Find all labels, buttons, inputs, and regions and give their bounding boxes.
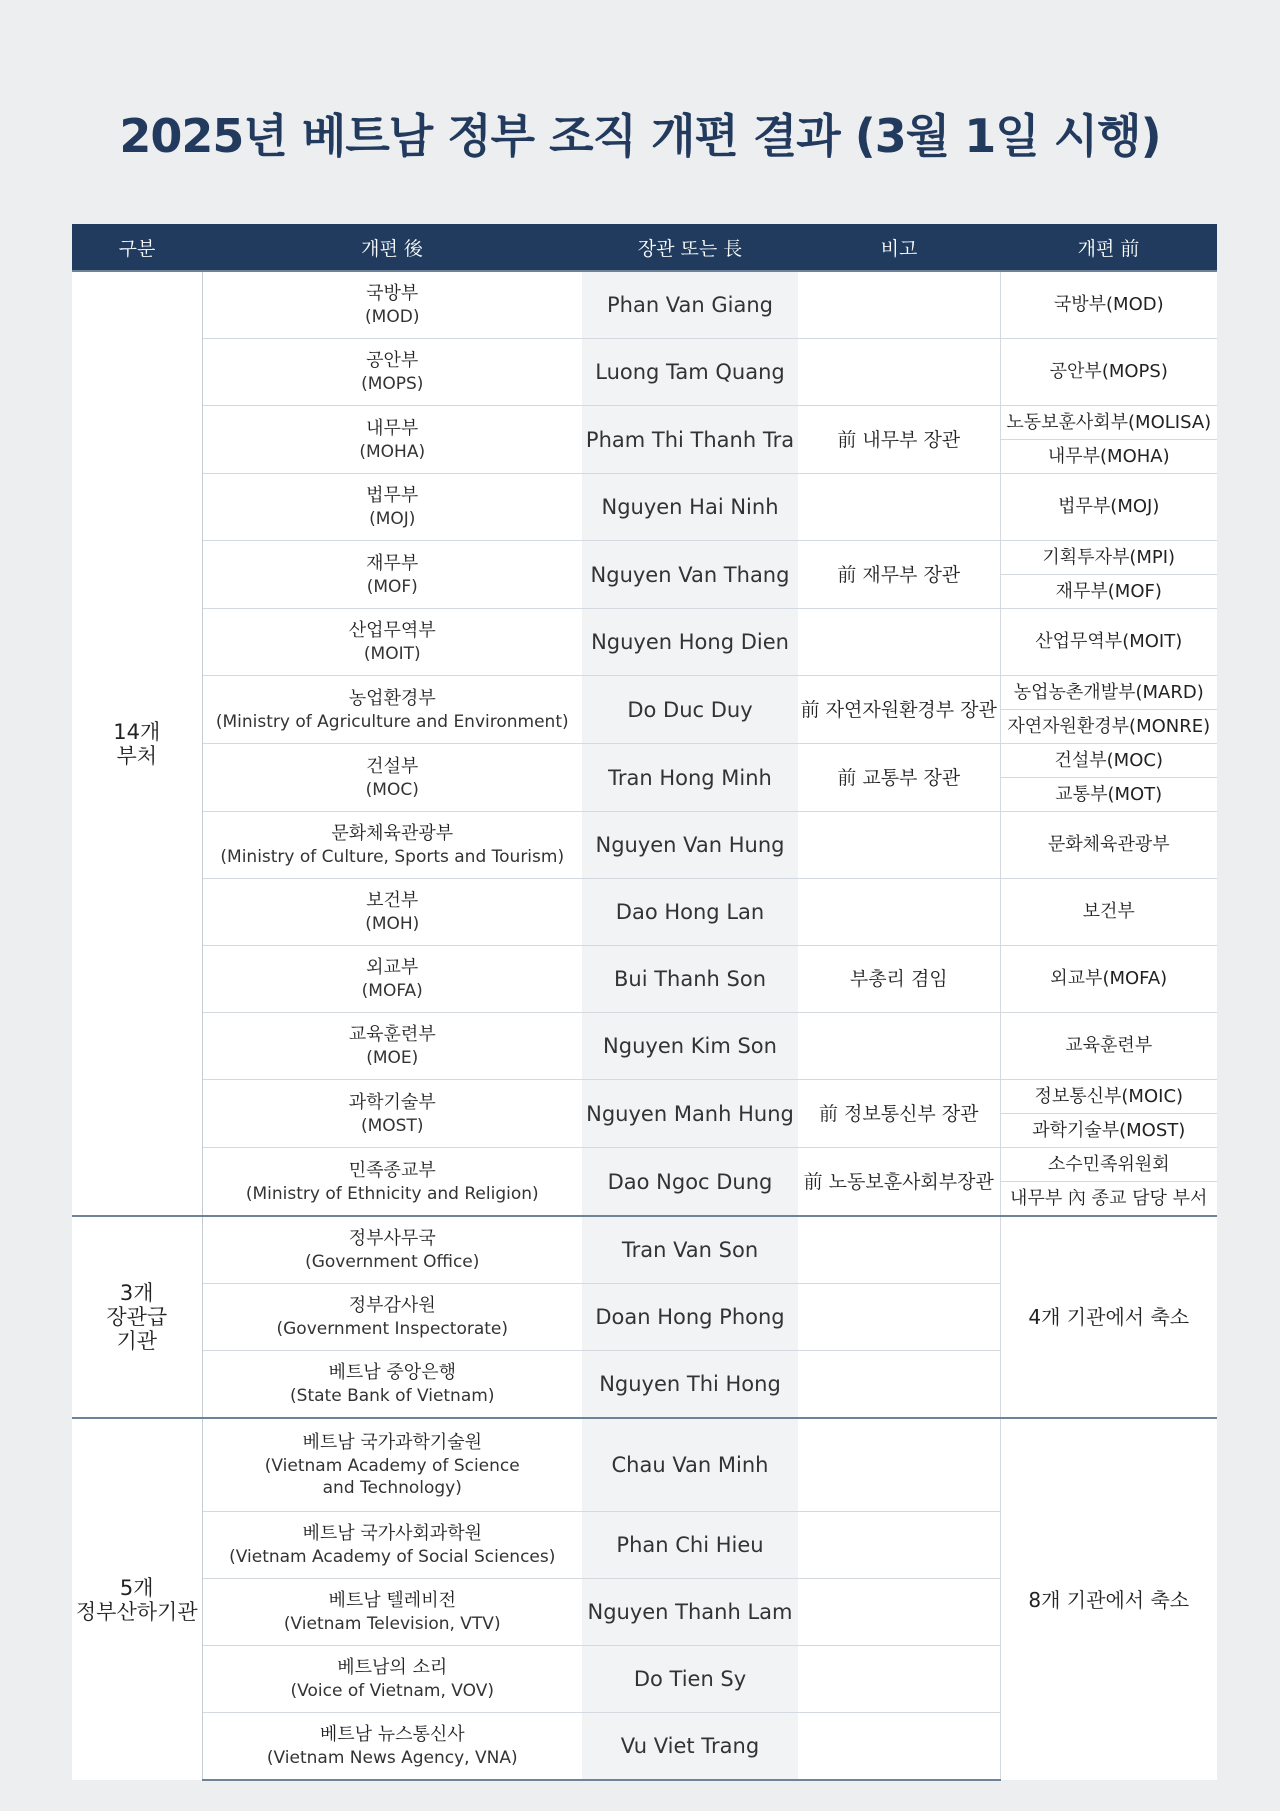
previous-bodies-merged: 8개 기관에서 축소: [1000, 1418, 1217, 1780]
body-name-en: (Ministry of Culture, Sports and Tourism): [220, 847, 565, 867]
table-row: [72, 474, 1217, 541]
table-row: [72, 339, 1217, 406]
category-cell: 3개 장관급 기관: [72, 1216, 202, 1418]
previous-body: 재무부(MOF): [1000, 575, 1217, 609]
remark-cell: [798, 339, 1000, 406]
minister-name: Dao Ngoc Dung: [582, 1148, 798, 1217]
remark-cell: 前 정보통신부 장관: [798, 1080, 1000, 1148]
previous-body: 과학기술부(MOST): [1000, 1114, 1217, 1148]
reorganized-body-cell: [202, 1646, 582, 1713]
reorganized-body-cell: [202, 1713, 582, 1781]
body-name-en: (Ministry of Ethnicity and Religion): [245, 1183, 539, 1204]
reorganized-body-cell: [202, 1579, 582, 1646]
body-name-en: (MOPS): [361, 374, 424, 394]
body-name-ko: 재무부: [366, 552, 419, 574]
header-category: 구분: [72, 224, 202, 271]
previous-body: 내무부 內 종교 담당 부서: [1000, 1182, 1217, 1217]
remark-cell: 前 내무부 장관: [798, 406, 1000, 474]
header-after: 개편 後: [202, 224, 582, 271]
category-cell: 14개 부처: [72, 271, 202, 1216]
previous-body: 보건부: [1000, 879, 1217, 946]
body-name-ko: 문화체육관광부: [331, 823, 454, 844]
body-name-en: (Ministry of Agriculture and Environment): [215, 711, 569, 732]
minister-name: Vu Viet Trang: [582, 1713, 798, 1781]
minister-name: Nguyen Van Thang: [582, 541, 798, 609]
remark-cell: [798, 1013, 1000, 1080]
previous-body: 정보통신부(MOIC): [1000, 1080, 1217, 1114]
body-name-ko: 베트남 중앙은행: [328, 1362, 456, 1383]
body-name-en: (Vietnam Academy of Science and Technology): [264, 1456, 520, 1498]
minister-name: Nguyen Manh Hung: [582, 1080, 798, 1148]
minister-name: Bui Thanh Son: [582, 946, 798, 1013]
remark-cell: [798, 1216, 1000, 1284]
previous-body: 농업농촌개발부(MARD): [1000, 676, 1217, 710]
minister-name: Dao Hong Lan: [582, 879, 798, 946]
table-row: [72, 1216, 1217, 1284]
category-cell: 5개 정부산하기관: [72, 1418, 202, 1780]
minister-name: Chau Van Minh: [582, 1418, 798, 1512]
previous-body: 법무부(MOJ): [1000, 474, 1217, 541]
remark-cell: [798, 1284, 1000, 1351]
reorganized-body-cell: [202, 1512, 582, 1579]
minister-name: Do Tien Sy: [582, 1646, 798, 1713]
table-row: [72, 1418, 1217, 1512]
body-name-ko: 과학기술부: [348, 1091, 436, 1113]
table-row: [72, 609, 1217, 676]
minister-name: Nguyen Thanh Lam: [582, 1579, 798, 1646]
reorganized-body-cell: [202, 1351, 582, 1419]
header-minister: 장관 또는 長: [582, 224, 798, 271]
table-row: [72, 744, 1217, 778]
remark-cell: [798, 609, 1000, 676]
minister-name: Phan Van Giang: [582, 271, 798, 339]
reorganized-body-cell: [202, 744, 582, 812]
minister-name: Nguyen Thi Hong: [582, 1351, 798, 1419]
body-name-ko: 정부감사원: [348, 1295, 436, 1316]
reorganized-body-cell: [202, 541, 582, 609]
body-name-en: (MOHA): [359, 441, 426, 462]
remark-cell: [798, 1579, 1000, 1646]
body-name-en: (MOF): [366, 576, 418, 597]
body-name-en: (MOC): [365, 779, 419, 800]
body-name-ko: 건설부: [366, 755, 419, 777]
previous-body: 자연자원환경부(MONRE): [1000, 710, 1217, 744]
table-row: [72, 1013, 1217, 1080]
body-name-ko: 베트남 국가과학기술원: [302, 1432, 483, 1453]
reorganized-body-cell: [202, 812, 582, 879]
previous-body: 국방부(MOD): [1000, 271, 1217, 339]
remark-cell: [798, 1512, 1000, 1579]
body-name-ko: 농업환경부: [348, 687, 436, 709]
body-name-ko: 보건부: [366, 890, 419, 911]
minister-name: Nguyen Van Hung: [582, 812, 798, 879]
reorganized-body-cell: [202, 676, 582, 744]
reorganized-body-cell: [202, 609, 582, 676]
previous-body: 교육훈련부: [1000, 1013, 1217, 1080]
table-row: [72, 1148, 1217, 1182]
remark-cell: 前 자연자원환경부 장관: [798, 676, 1000, 744]
remark-cell: [798, 1646, 1000, 1713]
remark-cell: [798, 474, 1000, 541]
previous-body: 건설부(MOC): [1000, 744, 1217, 778]
table-row: [72, 406, 1217, 440]
header-before: 개편 前: [1000, 224, 1217, 271]
remark-cell: [798, 1713, 1000, 1781]
body-name-ko: 교육훈련부: [348, 1024, 436, 1045]
previous-body: 문화체육관광부: [1000, 812, 1217, 879]
reorganized-body-cell: [202, 474, 582, 541]
table-row: [72, 676, 1217, 710]
reorganized-body-cell: [202, 271, 582, 339]
previous-body: 내무부(MOHA): [1000, 440, 1217, 474]
body-name-ko: 정부사무국: [348, 1228, 436, 1249]
minister-name: Tran Hong Minh: [582, 744, 798, 812]
body-name-en: (Government Office): [305, 1252, 480, 1272]
previous-body: 공안부(MOPS): [1000, 339, 1217, 406]
body-name-en: (Government Inspectorate): [276, 1319, 509, 1339]
reorganized-body-cell: [202, 406, 582, 474]
previous-body: 소수민족위원회: [1000, 1148, 1217, 1182]
minister-name: Phan Chi Hieu: [582, 1512, 798, 1579]
minister-name: Nguyen Hong Dien: [582, 609, 798, 676]
table-row: [72, 879, 1217, 946]
previous-bodies-merged: 4개 기관에서 축소: [1000, 1216, 1217, 1418]
body-name-en: (MOFA): [361, 981, 423, 1001]
remark-cell: 前 교통부 장관: [798, 744, 1000, 812]
reorganized-body-cell: [202, 1080, 582, 1148]
body-name-en: (Voice of Vietnam, VOV): [290, 1681, 494, 1701]
reorganized-body-cell: [202, 1418, 582, 1512]
minister-name: Nguyen Hai Ninh: [582, 474, 798, 541]
remark-cell: [798, 812, 1000, 879]
table-row: [72, 541, 1217, 575]
table-row: [72, 271, 1217, 339]
body-name-ko: 산업무역부: [348, 620, 436, 641]
reorganized-body-cell: [202, 1148, 582, 1217]
reorganized-body-cell: [202, 946, 582, 1013]
remark-cell: [798, 271, 1000, 339]
body-name-ko: 베트남 뉴스통신사: [319, 1724, 465, 1745]
body-name-ko: 베트남 텔레비전: [328, 1590, 456, 1611]
reorganized-body-cell: [202, 879, 582, 946]
table-row: [72, 946, 1217, 1013]
minister-name: Nguyen Kim Son: [582, 1013, 798, 1080]
body-name-en: (MOJ): [369, 509, 416, 529]
body-name-ko: 법무부: [366, 485, 419, 506]
minister-name: Doan Hong Phong: [582, 1284, 798, 1351]
body-name-en: (MOST): [361, 1115, 424, 1136]
minister-name: Tran Van Son: [582, 1216, 798, 1284]
previous-body: 교통부(MOT): [1000, 778, 1217, 812]
body-name-en: (Vietnam News Agency, VNA): [266, 1748, 518, 1768]
minister-name: Pham Thi Thanh Tra: [582, 406, 798, 474]
remark-cell: 前 재무부 장관: [798, 541, 1000, 609]
body-name-ko: 베트남 국가사회과학원: [302, 1523, 483, 1544]
page-title: 2025년 베트남 정부 조직 개편 결과 (3월 1일 시행): [119, 109, 1161, 163]
remark-cell: [798, 879, 1000, 946]
previous-body: 기획투자부(MPI): [1000, 541, 1217, 575]
remark-cell: 前 노동보훈사회부장관: [798, 1148, 1000, 1217]
body-name-en: (State Bank of Vietnam): [290, 1386, 495, 1406]
previous-body: 외교부(MOFA): [1000, 946, 1217, 1013]
body-name-ko: 국방부: [366, 283, 419, 304]
reorganized-body-cell: [202, 1284, 582, 1351]
minister-name: Luong Tam Quang: [582, 339, 798, 406]
body-name-ko: 공안부: [366, 350, 419, 371]
body-name-ko: 민족종교부: [348, 1159, 436, 1181]
previous-body: 산업무역부(MOIT): [1000, 609, 1217, 676]
minister-name: Do Duc Duy: [582, 676, 798, 744]
body-name-en: (Vietnam Academy of Social Sciences): [229, 1547, 556, 1567]
body-name-en: (MOE): [366, 1048, 419, 1068]
body-name-en: (MOD): [365, 307, 420, 327]
previous-body: 노동보훈사회부(MOLISA): [1000, 406, 1217, 440]
header-note: 비고: [798, 224, 1000, 271]
reorganized-body-cell: [202, 1216, 582, 1284]
table-row: [72, 812, 1217, 879]
body-name-en: (MOH): [365, 914, 420, 934]
ministry-table: [72, 224, 1217, 1781]
remark-cell: [798, 1418, 1000, 1512]
remark-cell: [798, 1351, 1000, 1419]
body-name-ko: 외교부: [366, 957, 419, 978]
reorganized-body-cell: [202, 1013, 582, 1080]
remark-cell: 부총리 겸임: [798, 946, 1000, 1013]
body-name-ko: 내무부: [366, 417, 419, 439]
body-name-en: (MOIT): [363, 644, 421, 664]
body-name-ko: 베트남의 소리: [337, 1657, 448, 1678]
body-name-en: (Vietnam Television, VTV): [283, 1614, 501, 1634]
table-row: [72, 1080, 1217, 1114]
header-row: [72, 224, 1217, 271]
reorganized-body-cell: [202, 339, 582, 406]
